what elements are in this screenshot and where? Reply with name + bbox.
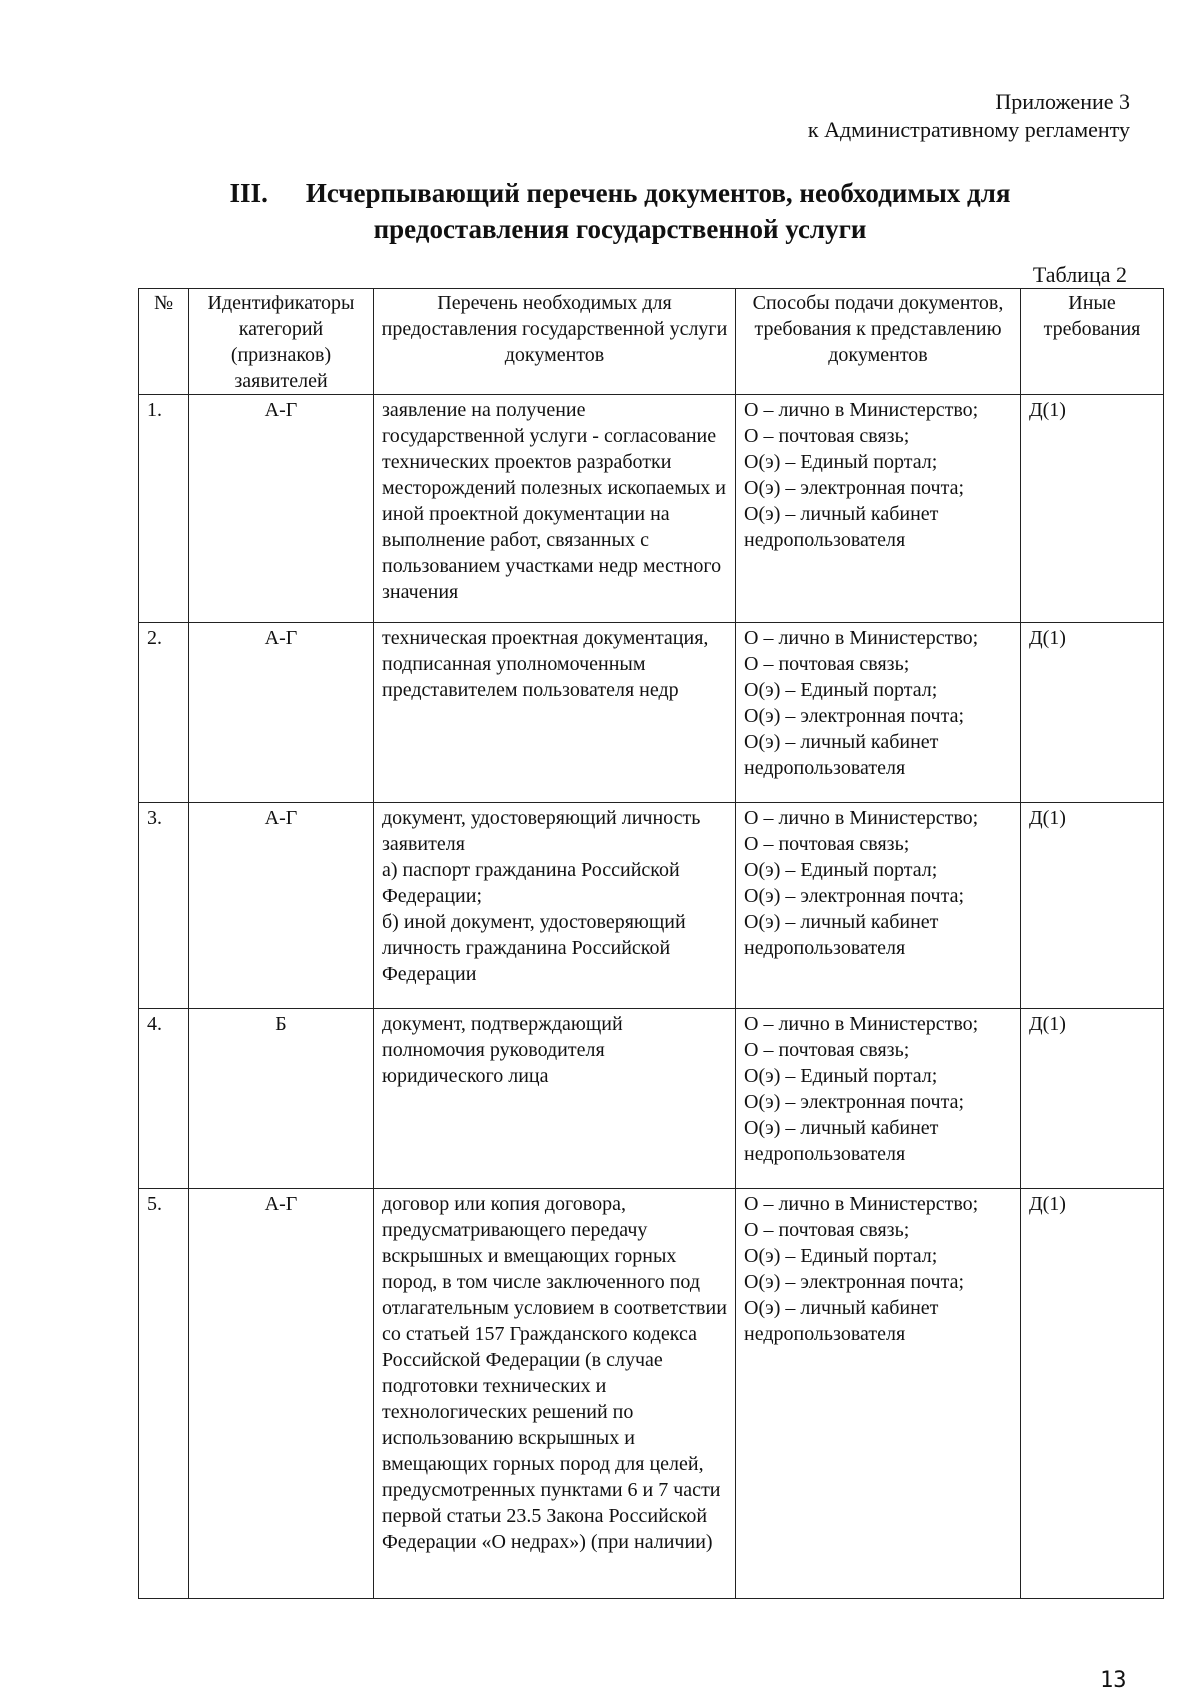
- row-category: А-Г: [189, 623, 374, 803]
- table-row: [139, 623, 1164, 803]
- documents-table: [138, 288, 1164, 1599]
- column-header-applicant-category: Идентификаторы категорий (признаков) заявителей: [189, 289, 374, 395]
- row-methods: О – лично в Министерство; О – почтовая связь; О(э) – Единый портал; О(э) – электронная почта; О(э) – личный кабинет недропользователя: [736, 395, 1021, 623]
- row-methods: О – лично в Министерство; О – почтовая связь; О(э) – Единый портал; О(э) – электронная почта; О(э) – личный кабинет недропользователя: [736, 1189, 1021, 1599]
- table-row: [139, 1009, 1164, 1189]
- row-number: 4.: [139, 1009, 189, 1189]
- row-other: Д(1): [1021, 623, 1164, 803]
- table-row: [139, 803, 1164, 1009]
- row-category: А-Г: [189, 1189, 374, 1599]
- column-header-submission-methods: Способы подачи документов, требования к представлению документов: [736, 289, 1021, 395]
- table-row: [139, 1189, 1164, 1599]
- row-category: Б: [189, 1009, 374, 1189]
- table-row: [139, 395, 1164, 623]
- row-category: А-Г: [189, 803, 374, 1009]
- row-document: договор или копия договора, предусматривающего передачу вскрышных и вмещающих горных пород, в том числе заключенного под отлагательным условием в соответствии со статьей 157 Гражданского кодекса Российской Федерации (в случае подготовки технических и технологических решений по использованию вскрышных и вмещающих горных пород для целей, предусмотренных пунктами 6 и 7 части первой статьи 23.5 Закона Российской Федерации «О недрах») (при наличии): [374, 1189, 736, 1599]
- section-title-line-2: предоставления государственной услуги: [373, 214, 867, 244]
- row-number: 1.: [139, 395, 189, 623]
- section-title-line-1: Исчерпывающий перечень документов, необходимых для: [305, 178, 1011, 208]
- row-number: 5.: [139, 1189, 189, 1599]
- section-number: III.: [229, 178, 268, 208]
- row-methods: О – лично в Министерство; О – почтовая связь; О(э) – Единый портал; О(э) – электронная почта; О(э) – личный кабинет недропользователя: [736, 803, 1021, 1009]
- appendix-line-1: Приложение 3: [995, 89, 1130, 114]
- row-other: Д(1): [1021, 1189, 1164, 1599]
- row-document: документ, подтверждающий полномочия руководителя юридического лица: [374, 1009, 736, 1189]
- appendix-line-2: к Административному регламенту: [807, 117, 1130, 142]
- row-other: Д(1): [1021, 1009, 1164, 1189]
- column-header-document-list: Перечень необходимых для предоставления государственной услуги документов: [374, 289, 736, 395]
- row-other: Д(1): [1021, 395, 1164, 623]
- row-number: 2.: [139, 623, 189, 803]
- row-other: Д(1): [1021, 803, 1164, 1009]
- column-header-other-requirements: Иные требования: [1021, 289, 1164, 395]
- column-header-number: №: [139, 289, 189, 395]
- row-document: техническая проектная документация, подписанная уполномоченным представителем пользователя недр: [374, 623, 736, 803]
- appendix-reference: [808, 88, 1130, 144]
- page-number: 13: [1100, 1668, 1127, 1693]
- row-document: документ, удостоверяющий личность заявителя а) паспорт гражданина Российской Федерации; б) иной документ, удостоверяющий личность гражданина Российской Федерации: [374, 803, 736, 1009]
- row-methods: О – лично в Министерство; О – почтовая связь; О(э) – Единый портал; О(э) – электронная почта; О(э) – личный кабинет недропользователя: [736, 623, 1021, 803]
- table-caption: Таблица 2: [1032, 262, 1127, 287]
- table-header-row: [139, 289, 1164, 395]
- section-heading: [150, 175, 1090, 247]
- row-methods: О – лично в Министерство; О – почтовая связь; О(э) – Единый портал; О(э) – электронная почта; О(э) – личный кабинет недропользователя: [736, 1009, 1021, 1189]
- row-category: А-Г: [189, 395, 374, 623]
- row-document: заявление на получение государственной услуги - согласование технических проектов разработки месторождений полезных ископаемых и иной проектной документации на выполнение работ, связанных с пользованием участками недр местного значения: [374, 395, 736, 623]
- row-number: 3.: [139, 803, 189, 1009]
